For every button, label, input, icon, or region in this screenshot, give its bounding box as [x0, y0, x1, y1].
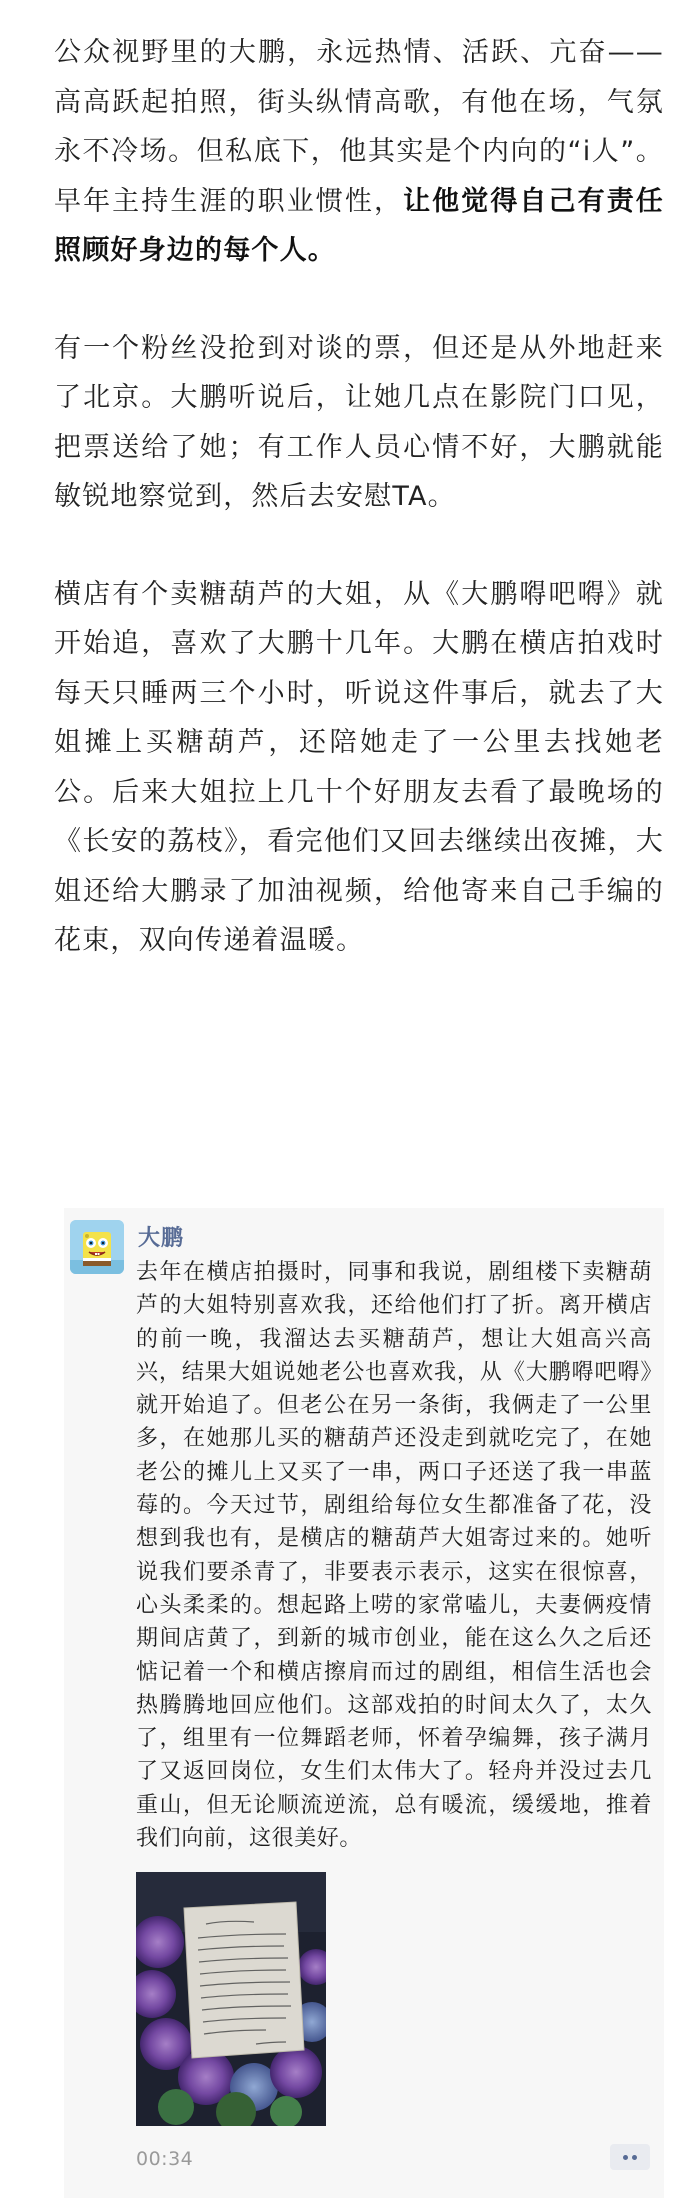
spongebob-avatar-icon[interactable] — [70, 1220, 124, 1274]
article-paragraph-1 — [54, 28, 664, 276]
post-text: 去年在横店拍摄时，同事和我说，剧组楼下卖糖葫芦的大姐特别喜欢我，还给他们打了折。离开横店的前一晚，我溜达去买糖葫芦，想让大姐高兴高兴，结果大姐说她老公也喜欢我，从《大鹏嘚吧嘚》就开始追了。但老公在另一条街，我俩走了一公里多，在她那儿买的糖葫芦还没走到就吃完了，在她老公的摊儿上又买了一串，两口子还送了我一串蓝莓的。今天过节，剧组给每位女生都准备了花，没想到我也有，是横店的糖葫芦大姐寄过来的。她听说我们要杀青了，非要表示表示，这实在很惊喜，心头柔柔的。想起路上唠的家常嗑儿，夫妻俩疫情期间店黄了，到新的城市创业，能在这么久之后还惦记着一个和横店擦肩而过的剧组，相信生活也会热腾腾地回应他们。这部戏拍的时间太久了，太久了，组里有一位舞蹈老师，怀着孕编舞，孩子满月了又返回岗位，女生们太伟大了。轻舟并没过去几重山，但无论顺流逆流，总有暖流，缓缓地，推着我们向前，这很美好。 — [136, 1260, 652, 1852]
post-author-name[interactable]: 大鹏 — [138, 1226, 185, 1251]
social-post-card — [64, 1208, 664, 2198]
more-dot-1 — [623, 2155, 628, 2160]
bouquet-photo[interactable] — [136, 1872, 326, 2126]
article-paragraph-3: 横店有个卖糖葫芦的大姐，从《大鹏嘚吧嘚》就开始追，喜欢了大鹏十几年。大鹏在横店拍戏时每天只睡两三个小时，听说这件事后，就去了大姐摊上买糖葫芦，还陪她走了一公里去找她老公。后来大姐拉上几十个好朋友去看了最晚场的《长安的荔枝》，看完他们又回去继续出夜摊，大姐还给大鹏录了加油视频，给他寄来自己手编的花束，双向传递着温暖。 — [54, 578, 664, 956]
paragraph-1-text: 公众视野里的大鹏，永远热情、活跃、亢奋——高高跃起拍照，街头纵情高歌，有他在场，气氛永不冷场。但私底下，他其实是个内向的“i人”。早年主持生涯的职业惯性， — [54, 37, 664, 217]
more-dot-2 — [632, 2155, 637, 2160]
article-body — [54, 28, 664, 966]
post-timestamp: 00:34 — [136, 2148, 194, 2170]
more-dots-icon[interactable] — [610, 2144, 650, 2170]
paragraph-1-bold: 让他觉得自己有责任照顾好身边的每个人。 — [54, 185, 664, 266]
article-paragraph-2: 有一个粉丝没抢到对谈的票，但还是从外地赶来了北京。大鹏听说后，让她几点在影院门口见，把票送给了她；有工作人员心情不好，大鹏就能敏锐地察觉到，然后去安慰TA。 — [54, 332, 664, 512]
